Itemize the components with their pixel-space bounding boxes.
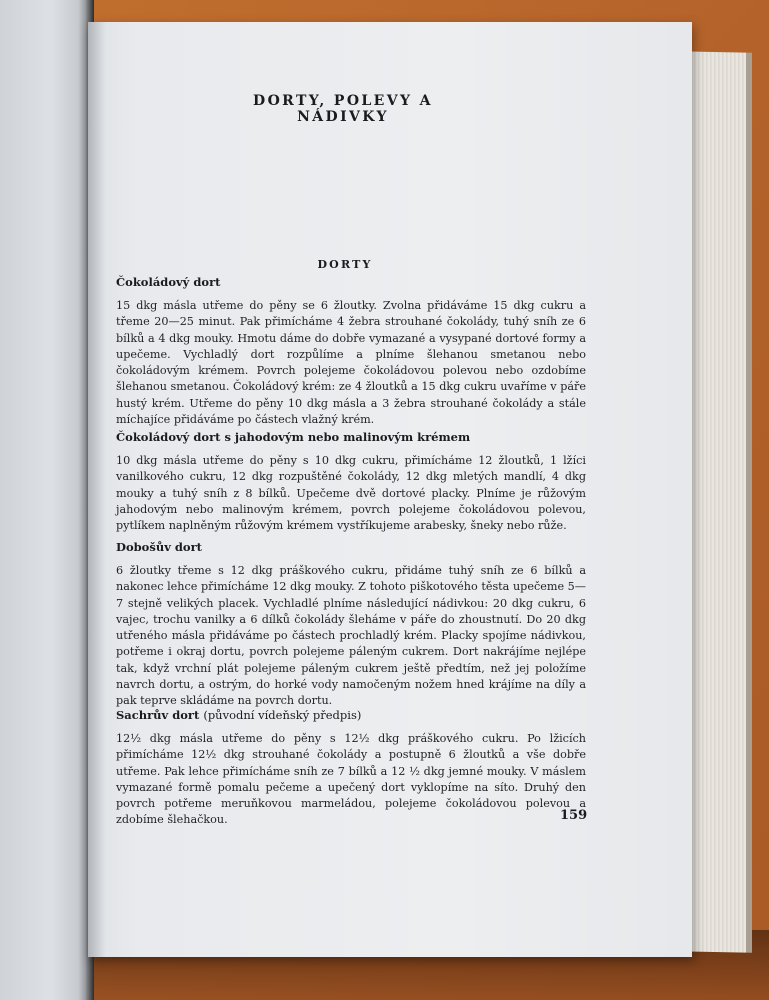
recipe-cokoladovy-dort-jahodovy	[116, 430, 586, 534]
recipe-title-text: Čokoládový dort s jahodovým nebo malinovým krémem	[116, 430, 471, 444]
page-number: 159	[560, 808, 588, 823]
recipe-text: 10 dkg másla utřeme do pěny s 10 dkg cukru, přimícháme 12 žloutků, 1 lžíci vanilkového cukru, 12 dkg rozpuštěné čokolády, 12 dkg mletých mandlí, 4 dkg mouky a tuhý sníh z 8 bílků. Upečeme dvě dortové placky. Plníme je růžovým jahodovým nebo malinovým krémem, povrch polejeme čokoládovou polevou, pytlíkem naplněným růžovým krémem vystříkujeme arabesky, šneky nebo růže.	[116, 454, 586, 533]
left-page	[0, 0, 92, 1000]
recipe-text: 15 dkg másla utřeme do pěny se 6 žloutky. Zvolna přidáváme 15 dkg cukru a třeme 20—25 minut. Pak přimícháme 4 žebra strouhané čokolády, tuhý sníh ze 6 bílků a 4 dkg mouky. Hmotu dáme do dobře vymazané a vysypané dortové formy a upečeme. Vychladlý dort rozpůlíme a plníme šlehanou smetanou nebo čokoládovým krémem. Povrch polejeme čokoládovou polevou nebo ozdobíme šlehanou smetanou. Čokoládový krém: ze 4 žloutků a 15 dkg cukru uvaříme v páře hustý krém. Utřeme do pěny 10 dkg másla a 3 žebra strouhané čokolády a stále míchajíce přidáváme po částech vlažný krém.	[116, 299, 586, 427]
recipe-sachruv-dort	[116, 708, 586, 829]
recipe-title-text: Sachrův dort	[116, 708, 200, 722]
recipe-title	[116, 708, 586, 722]
recipe-title	[116, 275, 586, 289]
recipe-title-text: Čokoládový dort	[116, 275, 221, 289]
recipe-text: 12½ dkg másla utřeme do pěny s 12½ dkg práškového cukru. Po lžicích přimícháme 12½ dkg strouhané čokolády a postupně 6 žloutků a vše dobře utřeme. Pak lehce přimícháme sníh ze 7 bílků a 12 ½ dkg jemné mouky. V máslem vymazané formě pomalu pečeme a upečený dort vyklopíme na síto. Druhý den povrch potřeme meruňkovou marmeládou, polejeme čokoládovou polevou a zdobíme šlehačkou.	[116, 732, 586, 827]
recipe-cokoladovy-dort	[116, 275, 586, 428]
chapter-title: DORTY, POLEVY A NÁDIVKY	[253, 93, 433, 125]
section-title: DORTY	[317, 258, 373, 271]
recipe-title-text: Dobošův dort	[116, 540, 202, 554]
recipe-title	[116, 540, 586, 554]
recipe-subtitle: (původní vídeňský předpis)	[203, 708, 362, 722]
gutter-shadow	[88, 22, 106, 957]
recipe-dobosuv-dort	[116, 540, 586, 710]
recipe-text: 6 žloutky třeme s 12 dkg práškového cukru, přidáme tuhý sníh ze 6 bílků a nakonec lehce přimícháme 12 dkg mouky. Z tohoto piškotového těsta upečeme 5—7 stejně velikých placek. Vychladlé plníme následující nádivkou: 20 dkg cukru, 6 vajec, trochu vanilky a 6 dílků čokolády šleháme v páře do zhoustnutí. Do 20 dkg utřeného másla přidáváme po částech prochladlý krém. Placky spojíme nádivkou, potřeme i okraj dortu, povrch polejeme páleným cukrem. Dort nakrájíme nejlépe tak, když vrchní plát polejeme páleným cukrem ještě předtím, než jej položíme navrch dortu, a ostrým, do horké vody namočeným nožem hned krájíme na díly a pak teprve skládáme na povrch dortu.	[116, 564, 586, 708]
recipe-title	[116, 430, 586, 444]
